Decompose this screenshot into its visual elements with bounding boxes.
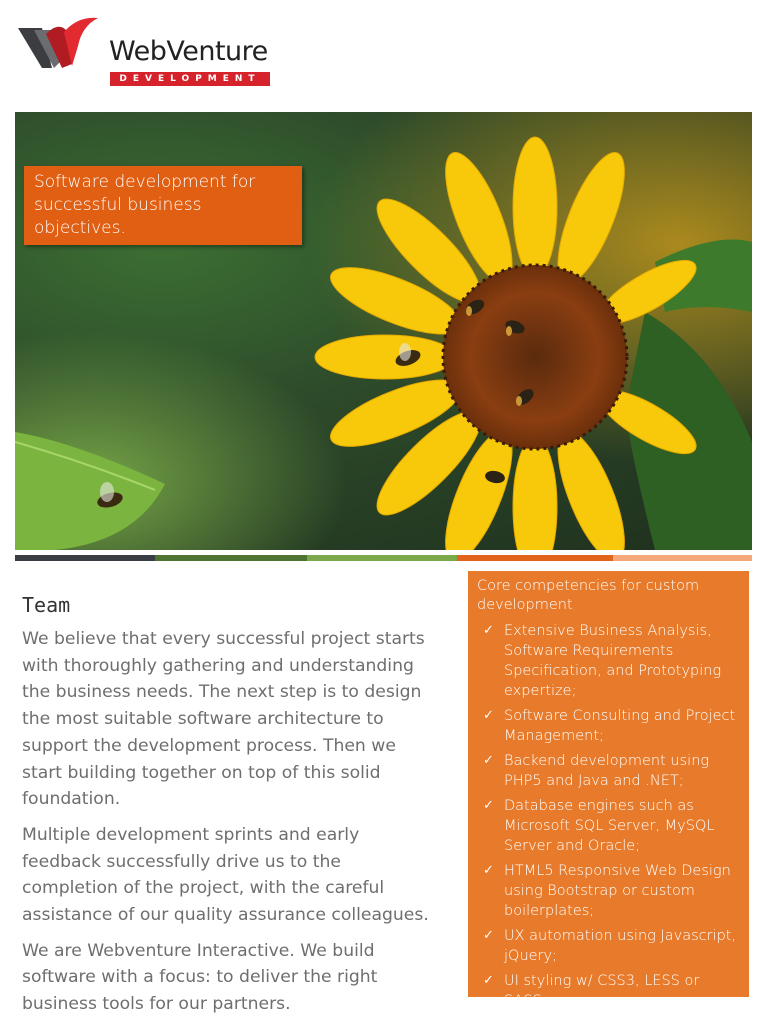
divider-segment — [15, 555, 155, 561]
hero-caption: Software development for successful business objectives. — [24, 166, 302, 245]
check-icon: ✓ — [483, 798, 494, 813]
team-paragraph: We believe that every successful project starts with thoroughly gathering and understanding the business needs. The next step is to design the most suitable software architecture to support the development process. Then we start building together on top of this solid foundation. — [22, 629, 425, 810]
list-item-text: UI styling w/ CSS3, LESS or SASS. — [504, 973, 700, 1009]
check-icon: ✓ — [483, 753, 494, 768]
divider-segment — [155, 555, 307, 561]
team-paragraph: We are Webventure Interactive. We build software with a focus: to deliver the right business tools for our partners. — [22, 940, 378, 1015]
team-paragraph: Multiple development sprints and early feedback successfully drive us to the completion of the project, with the careful assistance of our quality assurance colleagues. — [22, 824, 429, 926]
list-item-text: Database engines such as Microsoft SQL Server, MySQL Server and Oracle; — [504, 798, 715, 854]
divider-segment — [613, 555, 752, 561]
list-item-text: Software Consulting and Project Management; — [504, 708, 736, 744]
check-icon: ✓ — [483, 623, 494, 638]
list-item — [477, 706, 739, 746]
team-heading: Team — [22, 593, 71, 617]
competencies-list — [477, 621, 739, 1011]
check-icon: ✓ — [483, 863, 494, 878]
competencies-title: Core competencies for custom development — [477, 578, 700, 613]
list-item — [477, 861, 739, 921]
check-icon: ✓ — [483, 928, 494, 943]
team-description — [22, 626, 440, 1027]
list-item — [477, 971, 739, 1011]
list-item-text: Extensive Business Analysis, Software Requirements Specification, and Prototyping expertize; — [504, 623, 722, 699]
list-item — [477, 796, 739, 856]
webventure-w-logo-icon — [16, 16, 100, 72]
hero-image — [15, 112, 752, 550]
company-logo[interactable] — [16, 16, 268, 84]
divider-segment — [457, 555, 613, 561]
list-item-text: HTML5 Responsive Web Design using Bootstrap or custom boilerplates; — [504, 863, 731, 919]
color-divider-bar — [15, 555, 752, 561]
divider-segment — [307, 555, 457, 561]
list-item — [477, 751, 739, 791]
list-item — [477, 621, 739, 701]
list-item-text: Backend development using PHP5 and Java and .NET; — [504, 753, 710, 789]
brand-name: WebVenture — [109, 36, 268, 67]
list-item-text: UX automation using Javascript, jQuery; — [504, 928, 737, 964]
check-icon: ✓ — [483, 708, 494, 723]
check-icon: ✓ — [483, 973, 494, 988]
competencies-panel — [468, 571, 749, 1009]
list-item — [477, 926, 739, 966]
brand-tagline: DEVELOPMENT — [110, 72, 270, 86]
